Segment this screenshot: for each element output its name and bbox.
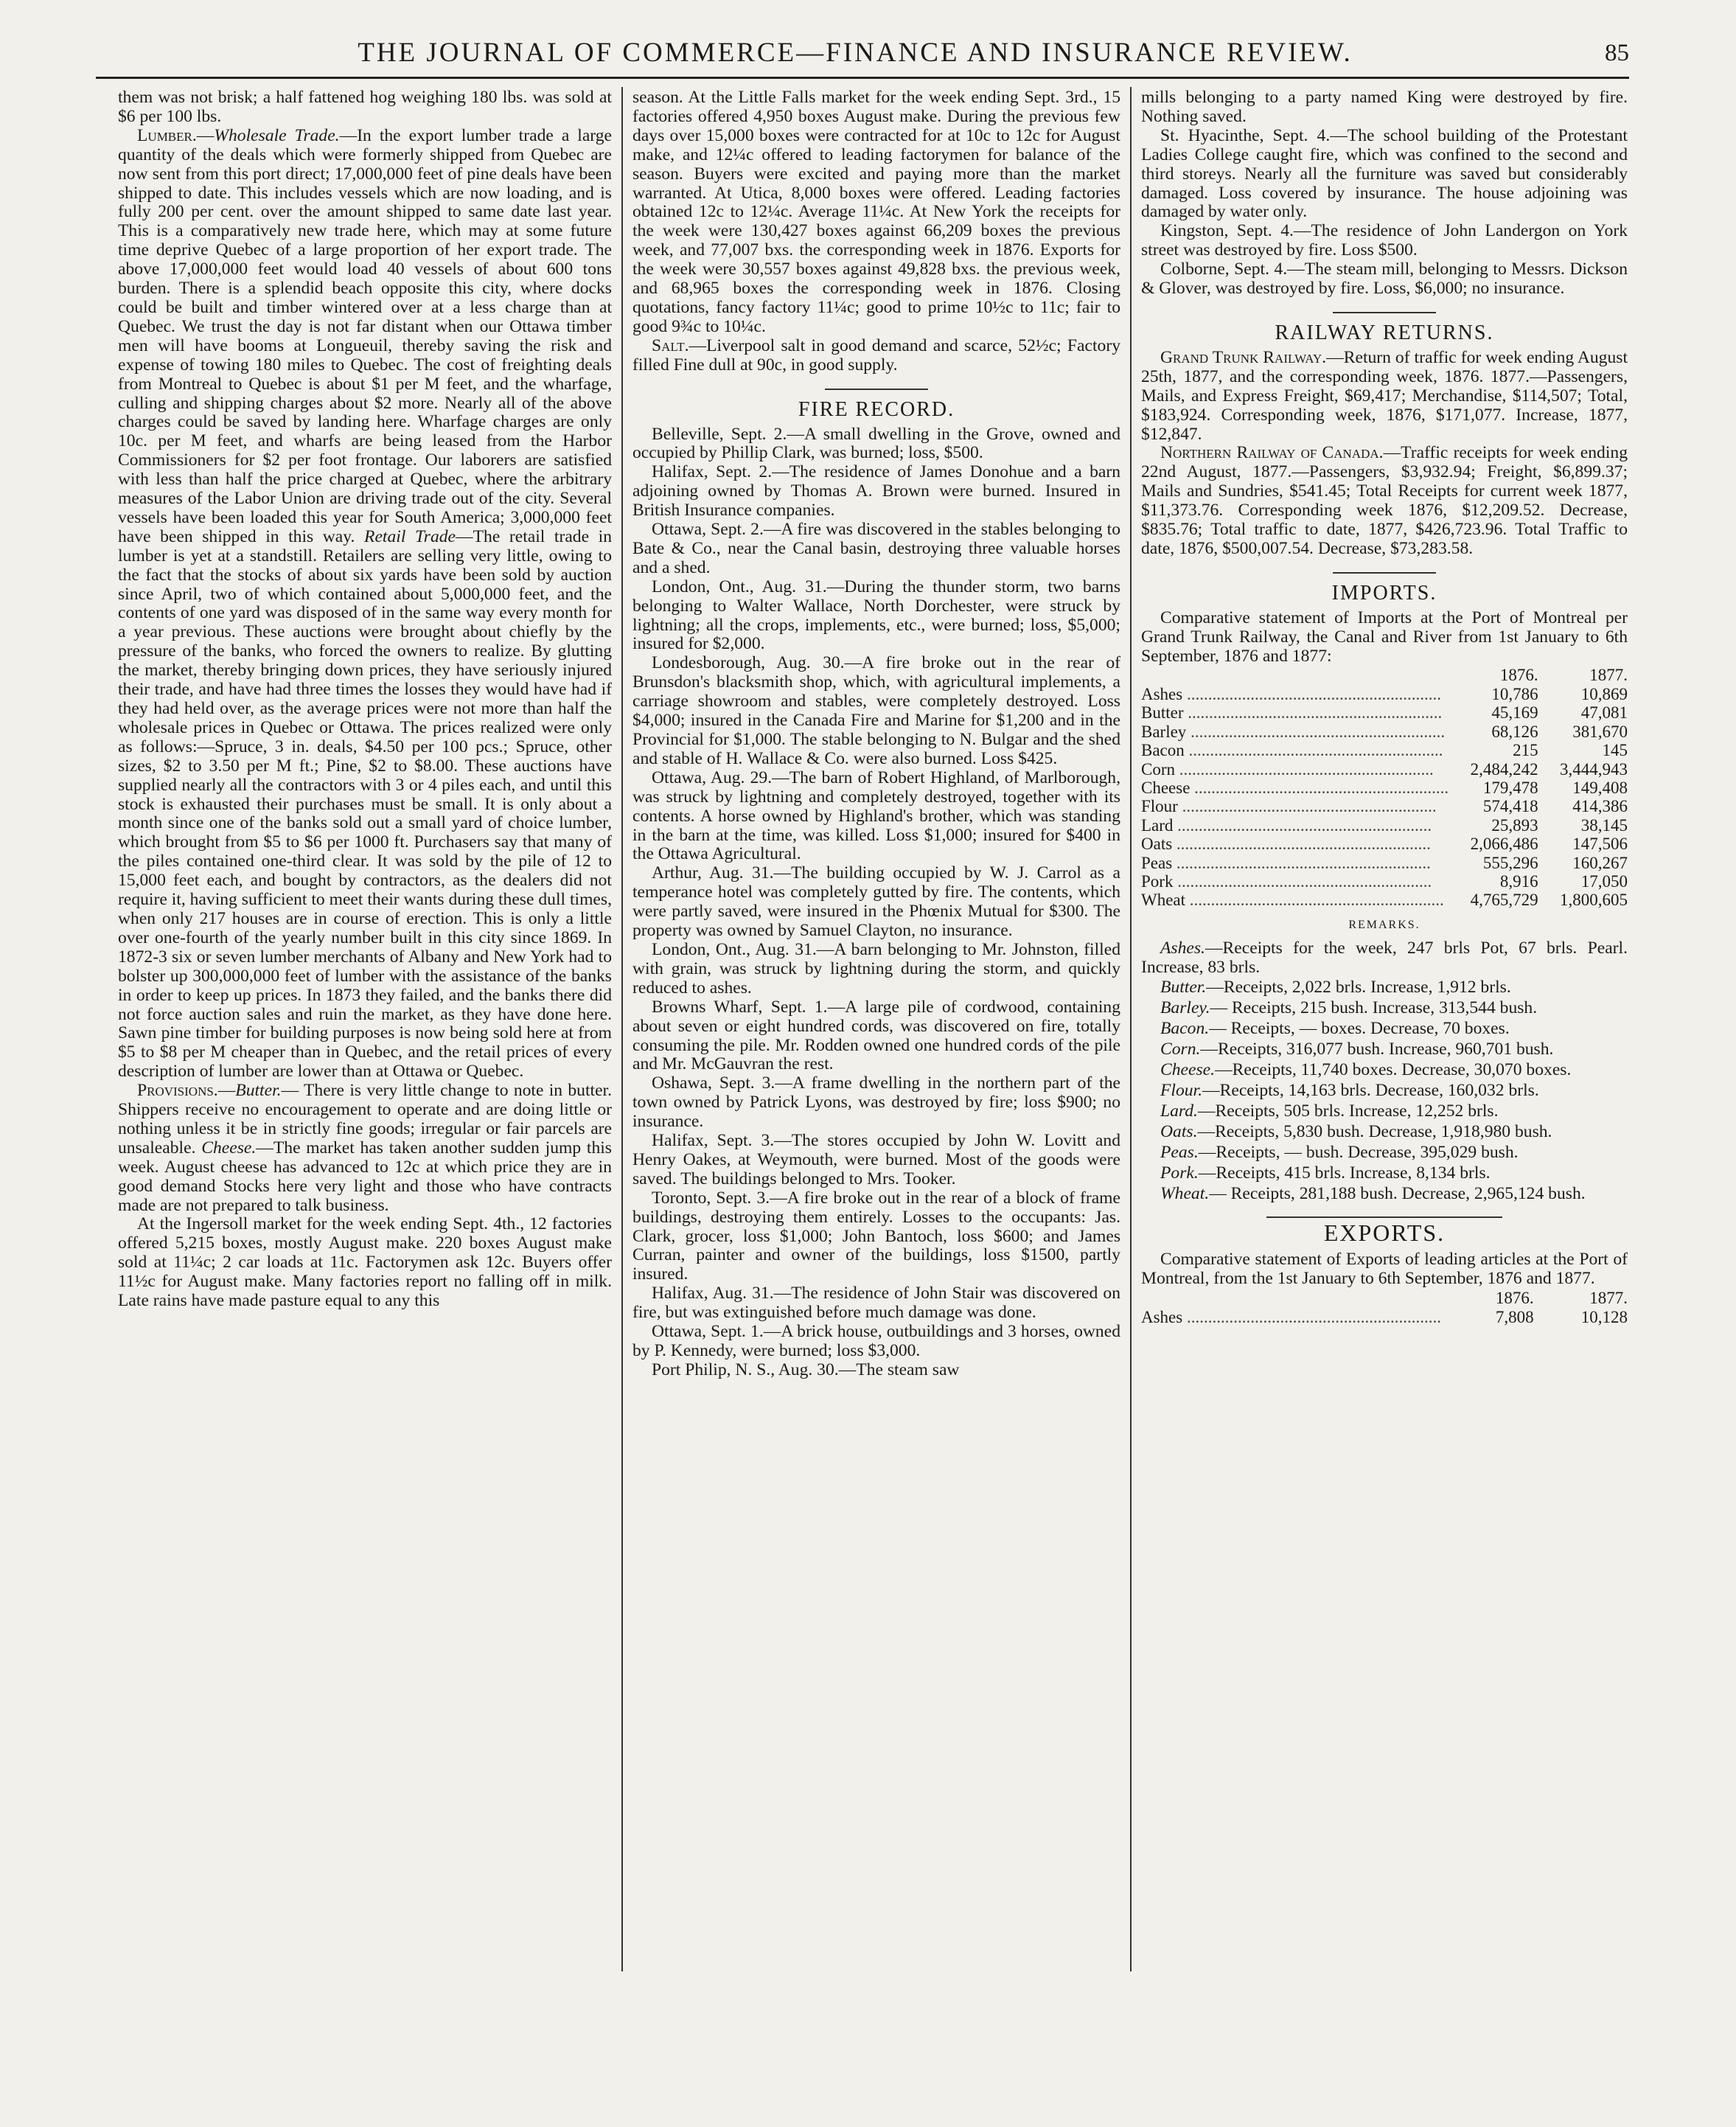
fire-item: Belleville, Sept. 2.—A small dwelling in the Grove, owned and occupied by Phillip Clark, was burned; loss, $500. — [632, 424, 1120, 463]
fire-item: Port Philip, N. S., Aug. 30.—The steam saw — [652, 1360, 960, 1379]
remark-text: —Receipts, 5,830 bush. Decrease, 1,918,980 bush. — [1197, 1121, 1552, 1141]
item-name: Corn — [1141, 759, 1175, 779]
leader-dots: ............................................................ — [1177, 797, 1437, 816]
leader-dots: ............................................................ — [1172, 853, 1431, 872]
value-1876: 2,484,242 — [1470, 759, 1538, 779]
value-1876: 25,893 — [1491, 815, 1538, 835]
item-name: Flour — [1141, 797, 1178, 816]
value-1877: 1,800,605 — [1560, 891, 1628, 910]
lumber-paragraph — [118, 127, 612, 1082]
remark-text: —Receipts for the week, 247 brls Pot, 67 brls. Pearl. Increase, 83 brls. — [1141, 938, 1628, 977]
column-rule-2 — [1130, 87, 1132, 1971]
leader-dots: ............................................................ — [1172, 835, 1431, 854]
remark-label: Oats. — [1160, 1121, 1198, 1141]
remark-label: Corn. — [1160, 1040, 1201, 1059]
fire-item: Halifax, Sept. 2.—The residence of James Donohue and a barn adjoining owned by Thomas A. Brown were burned. Insured in British Insurance companies. — [632, 462, 1120, 521]
leader-dots: ............................................................ — [1190, 778, 1449, 797]
fire-item: London, Ont., Aug. 31.—During the thunder storm, two barns belonging to Walter Wallace, North Dorchester, were struck by lightning; all the crops, implements, etc., were burned; loss, $5,000; insured for $2,000. — [632, 577, 1120, 654]
leader-dots: ............................................................ — [1175, 759, 1434, 779]
salt-paragraph — [632, 337, 1120, 375]
value-1877: 414,386 — [1572, 797, 1628, 816]
value-1876: 7,808 — [1495, 1307, 1534, 1326]
fire-item: Halifax, Aug. 31.—The residence of John Stair was discovered on fire, but was extinguished before much damage was done. — [632, 1284, 1120, 1323]
remark-label: Lard. — [1160, 1101, 1198, 1121]
fire-item: London, Ont., Aug. 31.—A barn belonging to Mr. Johnston, filled with grain, was struck by lightning during the storm, and quickly reduced to ashes. — [632, 939, 1120, 998]
imports-heading: IMPORTS. — [1331, 581, 1437, 605]
remark-item — [1141, 1102, 1628, 1121]
value-1877: 160,267 — [1572, 853, 1628, 872]
section-lead: Salt. — [652, 335, 689, 355]
table-row — [1141, 703, 1628, 722]
fire-item: Londesborough, Aug. 30.—A fire broke out in the rear of Brunsdon's blacksmith shop, which, with agricultural implements, a carriage showroom and stables, were completely destroyed. Loss $4,000; insured in the Canada Fire and Marine for $1,200 and in the Provincial for $1,000. The stable belonging to N. Bulgar and the shed and stable of H. Wallace & Co. were also burned. Loss $425. — [632, 653, 1120, 768]
remark-item — [1141, 1123, 1628, 1142]
section-divider — [1333, 312, 1436, 313]
fire-item: Arthur, Aug. 31.—The building occupied by W. J. Carrol as a temperance hotel was completely gutted by fire. The contents, which were partly saved, were insured in the Phœnix Mutual for $300. The property was owned by Samuel Clayton, no insurance. — [632, 863, 1120, 941]
table-row — [1141, 760, 1628, 779]
imports-intro: Comparative statement of Imports at the Port of Montreal per Grand Trunk Railway, the Canal and River from 1st January to 6th September, 1876 and 1877: — [1141, 608, 1628, 666]
leader-dots: ............................................................ — [1186, 722, 1446, 741]
column-2 — [632, 88, 1120, 1968]
page-number: 85 — [1605, 40, 1629, 66]
leader-dots: ............................................................ — [1173, 871, 1432, 891]
section-lead: Provisions.— — [137, 1081, 236, 1101]
remark-text: —Receipts, 11,740 boxes. Decrease, 30,070 boxes. — [1215, 1060, 1572, 1080]
fire-item: Browns Wharf, Sept. 1.—A large pile of cordwood, containing about seven or eight hundred cords, was discovered on fire, totally consuming the pile. Mr. Rodden owned one hundred cords of the pile and Mr. McGauvran the rest. — [632, 997, 1120, 1074]
railway-paragraph — [1141, 444, 1628, 558]
remark-label: Butter. — [1160, 978, 1207, 998]
remark-item — [1141, 1082, 1628, 1101]
value-1877: 145 — [1602, 741, 1628, 760]
item-name: Peas — [1141, 853, 1173, 872]
paragraph-text: —In the export lumber trade a large quantity of the deals which were formerly shipped from Quebec are now sent from this port direct; 17,000,000 feet of pine deals have been shipped to date. This includes vessels which are now loading, and is fully 200 per cent. over the amount shipped to same date last year. This is a comparatively new trade here, which may at some future time deprive Quebec of a large proportion of her export trade. The above 17,000,000 feet would load 40 vessels of about 600 tons burden. There is a splendid beach opposite this city, where docks could be built and timber wintered over at a less charge than at Quebec. We trust the day is not far distant when our Ottawa timber men will have booms at Longueuil, thereby saving the risk and expense of towing 180 miles to Quebec. The cost of freighting deals from Montreal to Quebec is about $1 per M feet, and the wharfage, culling and shipping charges about $2 more. Nearly all of the above charges could be saved by landing here. Wharfage charges are only 10c. per M feet, and wharfs are being leased from the Harbor Commissioners for $2 per foot frontage. Our laborers are satisfied with less than half the price charged at Quebec, where the arbitrary measures of the Labor Union are driving trade out of the city. Several vessels have been loaded this year for South America; 3,000,000 feet have been shipped in this way. — [118, 125, 612, 546]
table-header-row — [1141, 1289, 1628, 1307]
section-divider — [1333, 572, 1436, 574]
value-1876: 68,126 — [1491, 722, 1538, 741]
remark-text: —Receipts, 415 brls. Increase, 8,134 brls. — [1198, 1163, 1491, 1183]
paragraph-text: —The market has taken another sudden jump this week. August cheese has advanced to 12c at which price they are in good demand Stocks here very light and those who have contracts made are not prepared to talk business. — [118, 1138, 612, 1215]
remark-item — [1141, 978, 1628, 998]
item-name: Bacon — [1141, 741, 1185, 760]
table-row — [1141, 872, 1628, 891]
remark-text: —Receipts, 316,077 bush. Increase, 960,701 bush. — [1200, 1040, 1554, 1059]
remark-label: Flour. — [1160, 1081, 1203, 1100]
item-name: Wheat — [1141, 891, 1186, 910]
remark-label: Cheese. — [1160, 1060, 1216, 1080]
fire-item: Halifax, Sept. 3.—The stores occupied by John W. Lovitt and Henry Oakes, at Weymouth, were burned. Most of the goods were saved. The buildings belonged to Mrs. Tooker. — [632, 1131, 1120, 1188]
remark-label: Wheat. — [1160, 1183, 1210, 1203]
leader-dots: ............................................................ — [1185, 891, 1444, 910]
paragraph-text: —Return of traffic for week ending August 25th, 1877, and the corresponding week, 1876. 1877.—Passengers, Mails, and Express Freight, $69,417; Merchandise, $114,507; Total, $183,924. Corresponding week, 1876, $171,077. Increase, 1877, $12,847. — [1141, 347, 1628, 444]
column-rule-1 — [621, 87, 623, 1971]
fire-item: Ottawa, Sept. 1.—A brick house, outbuildings and 3 horses, owned by P. Kennedy, were burned; loss $3,000. — [632, 1322, 1120, 1360]
subsection-label: Butter. — [235, 1081, 282, 1101]
value-1877: 381,670 — [1572, 722, 1628, 741]
value-1877: 47,081 — [1580, 703, 1628, 723]
remark-label: Peas. — [1160, 1142, 1199, 1162]
value-1877: 38,145 — [1580, 815, 1628, 835]
exports-table — [1141, 1289, 1628, 1326]
value-1876: 555,296 — [1482, 853, 1538, 872]
paragraph-text: —Traffic receipts for week ending 22nd August, 1877.—Passengers, $3,932.94; Freight, $6,899.37; Mails and Sundries, $541.45; Total Receipts for current week 1877, $11,373.76. Corresponding week 1876, $12,209.52. Decrease, $835.76; Total traffic to date, 1877, $426,723.96. Total Traffic to date, 1876, $500,007.54. Decrease, $73,283.58. — [1141, 443, 1628, 558]
item-name: Barley — [1141, 722, 1187, 741]
leader-dots: ............................................................ — [1173, 815, 1432, 835]
subsection-label: Cheese. — [201, 1138, 257, 1158]
column-header: 1876. — [1495, 1289, 1534, 1308]
paragraph: them was not brisk; a half fattened hog weighing 180 lbs. was sold at $6 per 100 lbs. — [118, 88, 612, 126]
remark-item — [1141, 1185, 1628, 1204]
subsection-label: Wholesale Trade. — [214, 125, 340, 145]
table-row — [1141, 816, 1628, 835]
section-lead: Lumber.— — [137, 125, 215, 145]
remark-text: —Receipts, — bush. Decrease, 395,029 bush. — [1198, 1142, 1519, 1162]
remark-item — [1141, 1164, 1628, 1183]
remark-item — [1141, 939, 1628, 978]
value-1877: 3,444,943 — [1560, 759, 1628, 779]
value-1877: 149,408 — [1572, 778, 1628, 797]
table-row — [1141, 779, 1628, 797]
item-name: Ashes — [1141, 1307, 1183, 1326]
value-1876: 574,418 — [1482, 797, 1538, 816]
subsection-label: Retail Trade — [364, 526, 456, 546]
remark-text: —Receipts, 505 brls. Increase, 12,252 brls. — [1197, 1101, 1499, 1121]
value-1876: 45,169 — [1491, 703, 1538, 723]
table-row — [1141, 685, 1628, 703]
remark-item — [1141, 1020, 1628, 1039]
remark-text: —Receipts, 2,022 brls. Increase, 1,912 brls. — [1206, 978, 1511, 998]
leader-dots: ............................................................ — [1183, 703, 1443, 723]
railway-paragraph — [1141, 349, 1628, 445]
paragraph-text: —Liverpool salt in good demand and scarce, 52½c; Factory filled Fine dull at 90c, in good supply. — [632, 335, 1120, 375]
table-row — [1141, 835, 1628, 853]
paragraph: mills belonging to a party named King were destroyed by fire. Nothing saved. — [1141, 88, 1628, 126]
remark-text: — Receipts, — boxes. Decrease, 70 boxes. — [1209, 1019, 1510, 1039]
value-1876: 10,786 — [1491, 684, 1538, 703]
column-3 — [1141, 88, 1628, 1968]
remark-label: Bacon. — [1160, 1019, 1210, 1039]
section-lead: Grand Trunk Railway. — [1160, 347, 1327, 367]
column-header: 1877. — [1589, 666, 1628, 685]
item-name: Lard — [1141, 815, 1174, 835]
remark-item — [1141, 999, 1628, 1018]
item-name: Oats — [1141, 835, 1173, 854]
table-row — [1141, 854, 1628, 872]
journal-title: THE JOURNAL OF COMMERCE—FINANCE AND INSURANCE REVIEW. — [358, 38, 1353, 68]
remark-item — [1141, 1040, 1628, 1059]
value-1876: 8,916 — [1499, 871, 1538, 891]
paragraph-text: — There is very little change to note in butter. Shippers receive no encouragement to operate and are doing little or nothing unless it be in strictly fine goods; irregular or fair parcels are unsaleable. — [118, 1081, 612, 1158]
table-row — [1141, 741, 1628, 759]
leader-dots: ............................................................ — [1182, 684, 1441, 703]
column-1 — [118, 88, 612, 1968]
imports-table — [1141, 666, 1628, 909]
remark-text: —Receipts, 14,163 brls. Decrease, 160,032 brls. — [1202, 1081, 1539, 1100]
item-name: Butter — [1141, 703, 1184, 723]
value-1877: 10,128 — [1580, 1307, 1628, 1326]
column-header: 1877. — [1589, 1289, 1628, 1308]
exports-intro: Comparative statement of Exports of leading articles at the Port of Montreal, from the 1st January to 6th September, 1876 and 1877. — [1141, 1250, 1628, 1289]
table-row — [1141, 1308, 1628, 1326]
page-header — [96, 35, 1629, 79]
section-lead: Northern Railway of Canada. — [1160, 443, 1384, 463]
fire-item: Ottawa, Aug. 29.—The barn of Robert Highland, of Marlborough, was struck by lightning and completely destroyed, together with its contents. A horse owned by Highland's brother, which was standing in the barn at the time, was killed. Loss $1,000; insured for $400 in the Ottawa Agricultural. — [632, 767, 1120, 864]
table-row — [1141, 891, 1628, 909]
paragraph-text: —The retail trade in lumber is yet at a standstill. Retailers are selling very little, owing to the fact that the stocks of about six yards have been sold by auction since April, two of which contained about 5,000,000 feet, and the contents of one yard was disposed of in the same way every month for a year previous. These auctions were brought about chiefly by the pressure of the banks, who forced the owners to realize. By glutting the market, thereby bringing down prices, they have seriously injured their trade, and have had three times the losses they would have had if they had held over, as the average prices were not more than half the wholesale prices in Quebec or Ottawa. The prices realized were only as follows:—Spruce, 3 in. deals, $4.50 per 100 pcs.; Spruce, other sizes, $2 to 3.50 per M ft.; Pine, $2 to $8.00. These auctions have supplied nearly all the contractors with 3 or 4 piles each, and until this stock is exhausted their purchases must be small. It is only about a month since one of the banks sold out a small yard of choice lumber, which brought from $5 to $6 per 1000 ft. Purchasers say that many of the piles contained one-third clear. It was sold by the pile of 12 to 15,000 feet each, and bought by contractors, as the dealers did not require it, having sufficient to meet their wants during these dull times, when only 217 houses are in course of erection. This is only a little over one-fourth of the yearly number built in this city since 1869. In 1872-3 six or seven lumber merchants of Albany and New York had to bolster up 300,000,000 feet of lumber with the assistance of the banks in order to keep up prices. In 1873 they failed, and the banks there did not force auction sales and ruin the market, as they have done here. Sawn pine timber for building purposes is now being sold here at from $5 to $8 per M cheaper than in Quebec, and the retail prices of every description of lumber are lower than at Ottawa or Quebec. — [118, 526, 612, 1082]
item-name: Ashes — [1141, 684, 1183, 703]
fire-record-heading: FIRE RECORD. — [798, 397, 955, 421]
remark-text: — Receipts, 215 bush. Increase, 313,544 bush. — [1210, 998, 1538, 1018]
section-divider — [825, 389, 928, 390]
remark-item — [1141, 1061, 1628, 1080]
remark-label: Barley. — [1160, 998, 1210, 1018]
paragraph: season. At the Little Falls market for the week ending Sept. 3rd., 15 factories offered 4,950 boxes August make. During the previous few days over 15,000 boxes were contracted for at 10c to 12c for August make, and 12¼c offered to leading factorymen for balance of the season. Buyers were excited and paying more than the market warranted. At Utica, 8,000 boxes were offered. Leading factories obtained 12c to 12¼c. Average 11¼c. At New York the receipts for the week were 130,427 boxes against 66,209 boxes the previous week, and 77,007 bxs. the corresponding week in 1876. Exports for the week were 30,557 boxes against 49,828 bxs. the previous week, and 68,965 boxes the corresponding week in 1876. Closing quotations, fancy factory 11¼c; good to prime 10½c to 11c; fair to good 9¾c to 10¼c. — [632, 88, 1120, 336]
value-1876: 215 — [1513, 741, 1538, 760]
table-row — [1141, 797, 1628, 815]
value-1876: 2,066,486 — [1470, 835, 1538, 854]
remark-label: Pork. — [1160, 1163, 1199, 1183]
leader-dots: ............................................................ — [1182, 1307, 1441, 1326]
value-1876: 179,478 — [1482, 778, 1538, 797]
value-1876: 4,765,729 — [1470, 891, 1538, 910]
fire-item: Oshawa, Sept. 3.—A frame dwelling in the northern part of the town owned by Patrick Lyons, was destroyed by fire; loss $900; no insurance. — [632, 1073, 1120, 1132]
provisions-paragraph — [118, 1082, 612, 1215]
fire-item: St. Hyacinthe, Sept. 4.—The school building of the Protestant Ladies College caught fire, which was confined to the second and third storeys. Nearly all the furniture was saved but considerably damaged. Loss covered by insurance. The house adjoining was damaged by water only. — [1141, 125, 1628, 222]
item-name: Cheese — [1141, 778, 1191, 797]
remark-text: — Receipts, 281,188 bush. Decrease, 2,965,124 bush. — [1209, 1183, 1586, 1203]
remark-item — [1141, 1143, 1628, 1163]
paragraph: At the Ingersoll market for the week ending Sept. 4th., 12 factories offered 5,215 boxes, mostly August make. 220 boxes August make sold at 11¼c; 2 car loads at 11c. Factorymen ask 12c. Buyers offer 11½c for August make. Many factories report no falling off in milk. Late rains have made pasture equal to any this — [118, 1214, 612, 1311]
railway-returns-heading: RAILWAY RETURNS. — [1275, 321, 1494, 344]
section-divider — [1266, 1216, 1502, 1218]
remarks-list — [1141, 939, 1628, 1204]
value-1877: 10,869 — [1580, 684, 1628, 703]
remark-label: Ashes. — [1160, 938, 1205, 958]
value-1877: 17,050 — [1580, 871, 1628, 891]
table-row — [1141, 723, 1628, 741]
item-name: Pork — [1141, 871, 1174, 891]
leader-dots: ............................................................ — [1184, 741, 1443, 760]
fire-item: Colborne, Sept. 4.—The steam mill, belonging to Messrs. Dickson & Glover, was destroyed by fire. Loss, $6,000; no insurance. — [1141, 260, 1628, 299]
exports-heading: EXPORTS. — [1323, 1219, 1446, 1247]
table-header-row — [1141, 666, 1628, 684]
remarks-heading: REMARKS. — [1348, 918, 1420, 931]
value-1877: 147,506 — [1572, 835, 1628, 854]
fire-item: Kingston, Sept. 4.—The residence of John Landergon on York street was destroyed by fire. Loss $500. — [1141, 221, 1628, 260]
column-header: 1876. — [1499, 666, 1538, 685]
fire-item: Ottawa, Sept. 2.—A fire was discovered in the stables belonging to Bate & Co., near the Canal basin, destroying three valuable horses and a shed. — [632, 520, 1120, 577]
fire-item: Toronto, Sept. 3.—A fire broke out in the rear of a block of frame buildings, destroying them entirely. Losses to the occupants: Jas. Clark, grocer, loss $1,000; John Bantoch, loss $600; and James Curran, painter and owner of the buildings, loss $1500, partly insured. — [632, 1188, 1120, 1284]
